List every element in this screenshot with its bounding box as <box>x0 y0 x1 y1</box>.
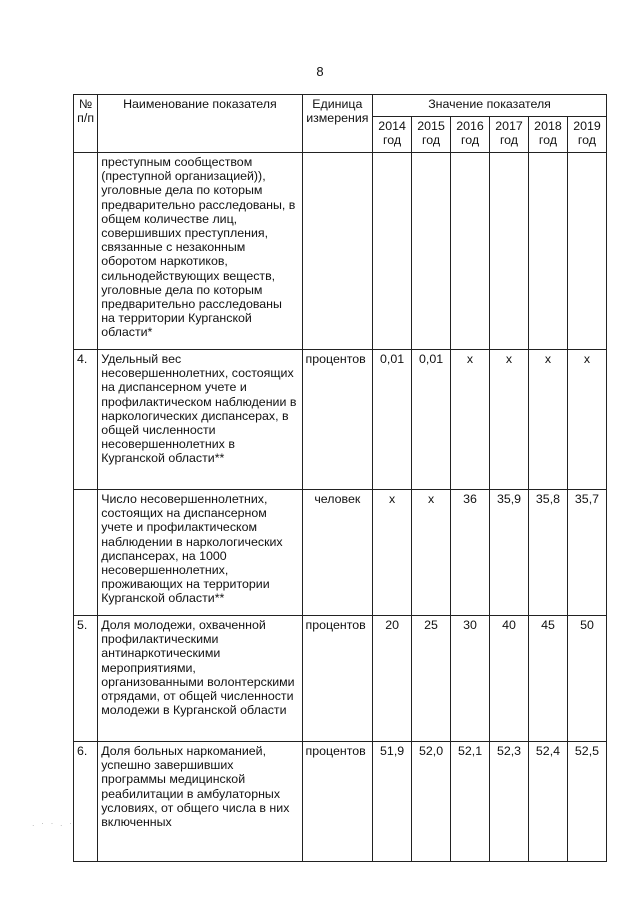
row-value: 30 <box>451 616 490 742</box>
row-value: 35,9 <box>490 490 529 616</box>
row-name: преступным сообществом (преступной организацией)), уголовные дела по которым предварительно расследованы, в общем количестве лиц, совершивших преступления, связанные с незаконным оборотом наркотиков, сильнодействующих веществ, уголовные дела по которым предварительно расследованы на территории Курганской области* <box>98 153 302 350</box>
row-value: 52,5 <box>567 742 606 862</box>
row-value: 20 <box>373 616 412 742</box>
row-value: х <box>412 490 451 616</box>
row-num: 5. <box>74 616 98 742</box>
row-num: 4. <box>74 350 98 490</box>
row-num <box>74 490 98 616</box>
header-year: 2015 год <box>412 117 451 153</box>
row-value: х <box>490 350 529 490</box>
row-value: 52,0 <box>412 742 451 862</box>
row-unit <box>302 153 373 350</box>
row-name: Доля больных наркоманией, успешно завершивших программы медицинской реабилитации в амбулаторных условиях, от общего числа в них включенных <box>98 742 302 862</box>
row-num <box>74 153 98 350</box>
row-unit: процентов <box>302 350 373 490</box>
row-value <box>490 153 529 350</box>
row-value: 52,3 <box>490 742 529 862</box>
header-year: 2019 год <box>567 117 606 153</box>
row-value: х <box>528 350 567 490</box>
row-value <box>451 153 490 350</box>
scan-noise: . · · . · <box>32 818 74 828</box>
header-year: 2016 год <box>451 117 490 153</box>
row-name: Число несовершеннолетних, состоящих на диспансерном учете и профилактическом наблюдении в наркологических диспансерах, на 1000 несовершеннолетних, проживающих на территории Курганской области** <box>98 490 302 616</box>
row-value: 45 <box>528 616 567 742</box>
table-row <box>74 616 607 742</box>
row-value: 35,8 <box>528 490 567 616</box>
row-value: 40 <box>490 616 529 742</box>
row-value <box>567 153 606 350</box>
row-unit: процентов <box>302 616 373 742</box>
row-value: 52,1 <box>451 742 490 862</box>
page-number: 8 <box>316 64 324 79</box>
row-value: х <box>567 350 606 490</box>
row-unit: процентов <box>302 742 373 862</box>
row-name: Удельный вес несовершеннолетних, состоящих на диспансерном учете и профилактическом наблюдении в наркологических диспансерах, в общей численности несовершеннолетних в Курганской области** <box>98 350 302 490</box>
table-row <box>74 153 607 350</box>
table-row <box>74 490 607 616</box>
row-value: 0,01 <box>373 350 412 490</box>
indicators-table <box>73 94 607 862</box>
table-row <box>74 742 607 862</box>
row-value: 35,7 <box>567 490 606 616</box>
row-unit: человек <box>302 490 373 616</box>
row-value: 50 <box>567 616 606 742</box>
row-value: 36 <box>451 490 490 616</box>
row-value: х <box>451 350 490 490</box>
table-row <box>74 350 607 490</box>
row-value <box>412 153 451 350</box>
header-year: 2014 год <box>373 117 412 153</box>
header-value: Значение показателя <box>373 95 607 117</box>
row-value <box>373 153 412 350</box>
row-value: 25 <box>412 616 451 742</box>
row-value: 51,9 <box>373 742 412 862</box>
row-name: Доля молодежи, охваченной профилактическими антинаркотическими мероприятиями, организованными волонтерскими отрядами, от общей численности молодежи в Курганской области <box>98 616 302 742</box>
row-value: 52,4 <box>528 742 567 862</box>
row-value: х <box>373 490 412 616</box>
row-num: 6. <box>74 742 98 862</box>
row-value: 0,01 <box>412 350 451 490</box>
row-value <box>528 153 567 350</box>
header-unit: Единица измерения <box>302 95 373 153</box>
header-num: № п/п <box>74 95 98 153</box>
header-year: 2017 год <box>490 117 529 153</box>
header-name: Наименование показателя <box>98 95 302 153</box>
header-year: 2018 год <box>528 117 567 153</box>
